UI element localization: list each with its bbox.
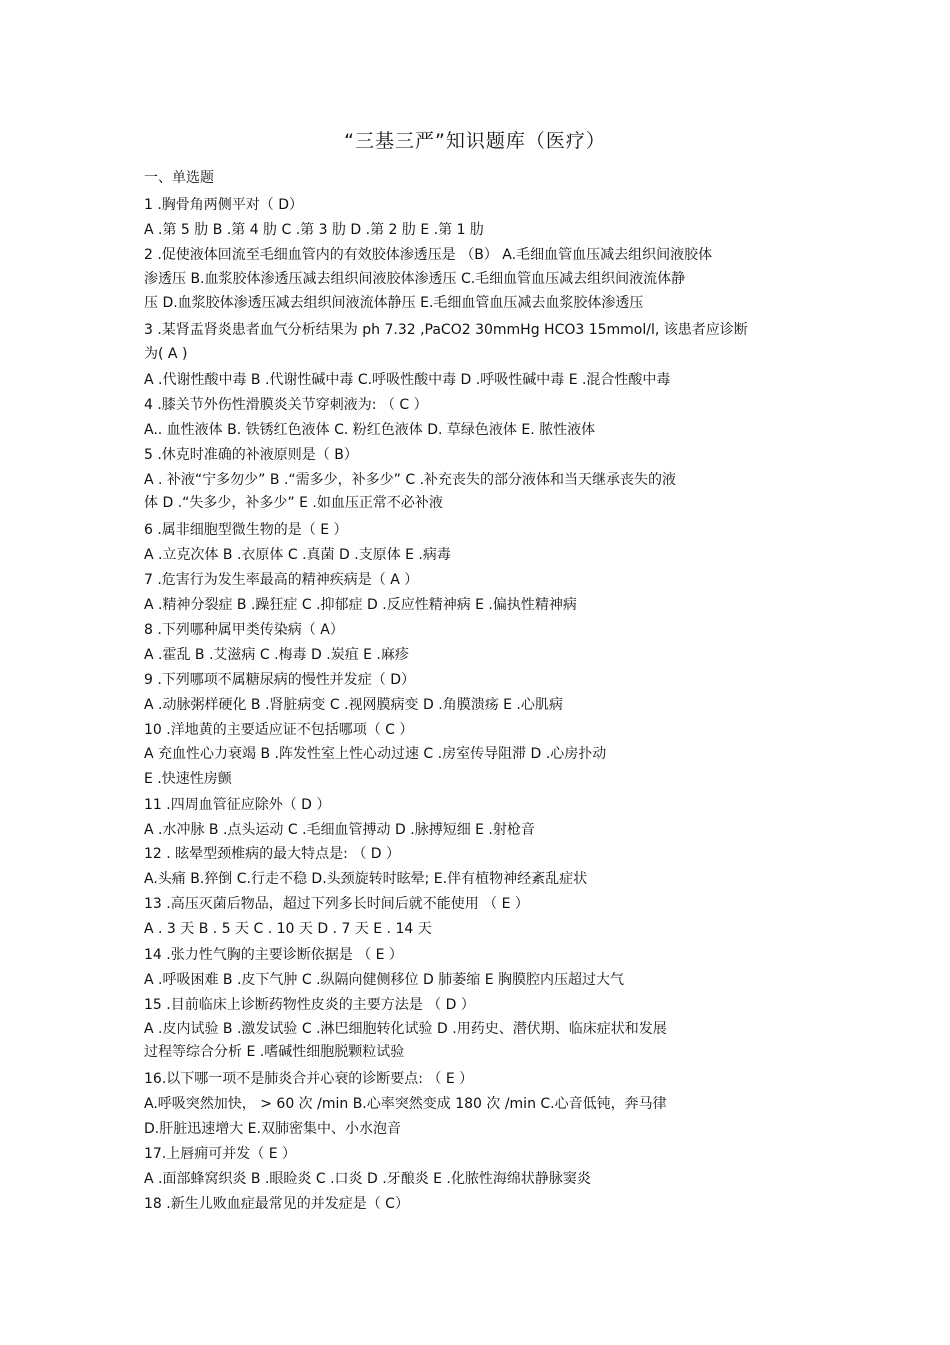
text-line: A.呼吸突然加快， > 60 次 /min B.心率突然变成 180 次 /min C.心音低钝，奔马律 (144, 1096, 667, 1112)
text-line: A .精神分裂症 B .躁狂症 C .抑郁症 D .反应性精神病 E .偏执性精神病 (144, 597, 577, 613)
text-line: 过程等综合分析 E .嗜碱性细胞脱颗粒试验 (144, 1044, 405, 1060)
text-line: 6 .属非细胞型微生物的是（ E ） (144, 522, 348, 538)
text-line: 2 .促使液体回流至毛细血管内的有效胶体渗透压是 （B） A.毛细血管血压减去组织间液胶体 (144, 247, 713, 263)
text-line: 7 .危害行为发生率最高的精神疾病是（ A ） (144, 572, 419, 588)
text-line: 13 .高压灭菌后物品，超过下列多长时间后就不能使用 （ E ） (144, 896, 529, 912)
text-line: 14 .张力性气胸的主要诊断依据是 （ E ） (144, 947, 403, 963)
text-line: A.. 血性液体 B. 铁锈红色液体 C. 粉红色液体 D. 草绿色液体 E. 脓性液体 (144, 422, 596, 438)
text-line: 4 .膝关节外伤性滑膜炎关节穿刺液为: （ C ） (144, 397, 428, 413)
text-line: A .霍乱 B .艾滋病 C .梅毒 D .炭疽 E .麻疹 (144, 647, 409, 663)
text-line: A .第 5 肋 B .第 4 肋 C .第 3 肋 D .第 2 肋 E .第 1 肋 (144, 222, 484, 238)
text-line: E .快速性房颤 (144, 771, 232, 787)
text-line: 体 D .“失多少，补多少” E .如血压正常不必补液 (144, 495, 443, 511)
text-line: 17.上唇痈可并发（ E ） (144, 1146, 297, 1162)
text-line: A .呼吸困难 B .皮下气肿 C .纵隔向健侧移位 D 肺萎缩 E 胸膜腔内压超过大气 (144, 972, 624, 988)
text-line: D.肝脏迅速增大 E.双肺密集中、小水泡音 (144, 1121, 401, 1137)
text-line: 5 .休克时准确的补液原则是（ B） (144, 447, 358, 463)
document-title: “三基三严”知识题库（医疗） (344, 130, 606, 152)
text-line: A .代谢性酸中毒 B .代谢性碱中毒 C.呼吸性酸中毒 D .呼吸性碱中毒 E .混合性酸中毒 (144, 372, 671, 388)
text-line: A .水冲脉 B .点头运动 C .毛细血管搏动 D .脉搏短细 E .射枪音 (144, 822, 535, 838)
text-line: 为( A ) (144, 346, 188, 362)
text-line: 18 .新生儿败血症最常见的并发症是（ C） (144, 1196, 409, 1212)
text-line: A 充血性心力衰竭 B .阵发性室上性心动过速 C .房室传导阻滞 D .心房扑动 (144, 746, 607, 762)
text-line: 3 .某肾盂肾炎患者血气分析结果为 ph 7.32 ,PaCO2 30mmHg HCO3 15mmol/l, 该患者应诊断 (144, 322, 748, 338)
text-line: A .立克次体 B .衣原体 C .真菌 D .支原体 E .病毒 (144, 547, 451, 563)
text-line: 1 .胸骨角两侧平对（ D） (144, 197, 304, 213)
text-line: 11 .四周血管征应除外（ D ） (144, 797, 331, 813)
section-heading: 一、单选题 (144, 170, 214, 186)
text-line: 16.以下哪一项不是肺炎合并心衰的诊断要点: （ E ） (144, 1071, 474, 1087)
text-line: A . 补液“宁多勿少” B .“需多少，补多少” C .补充丧失的部分液体和当天继承丧失的液 (144, 472, 677, 488)
text-line: 渗透压 B.血浆胶体渗透压减去组织间液胶体渗透压 C.毛细血管血压减去组织间液流体静 (144, 271, 686, 287)
text-line: 8 .下列哪种属甲类传染病（ A） (144, 622, 344, 638)
text-line: A.头痛 B.猝倒 C.行走不稳 D.头颈旋转时眩晕; E.伴有植物神经紊乱症状 (144, 871, 588, 887)
text-line: A . 3 天 B . 5 天 C . 10 天 D . 7 天 E . 14 天 (144, 921, 432, 937)
text-line: 9 .下列哪项不属糖尿病的慢性并发症（ D） (144, 672, 416, 688)
text-line: 12 . 眩晕型颈椎病的最大特点是: （ D ） (144, 846, 401, 862)
text-line: A .动脉粥样硬化 B .肾脏病变 C .视网膜病变 D .角膜溃疡 E .心肌病 (144, 697, 563, 713)
text-line: A .皮内试验 B .激发试验 C .淋巴细胞转化试验 D .用药史、潜伏期、临床症状和发展 (144, 1021, 667, 1037)
text-line: 15 .目前临床上诊断药物性皮炎的主要方法是 （ D ） (144, 997, 475, 1013)
text-line: 压 D.血浆胶体渗透压减去组织间液流体静压 E.毛细血管血压减去血浆胶体渗透压 (144, 295, 644, 311)
text-line: A .面部蜂窝织炎 B .眼睑炎 C .口炎 D .牙酿炎 E .化脓性海绵状静脉窦炎 (144, 1171, 591, 1187)
text-line: 10 .洋地黄的主要适应证不包括哪项（ C ） (144, 722, 414, 738)
